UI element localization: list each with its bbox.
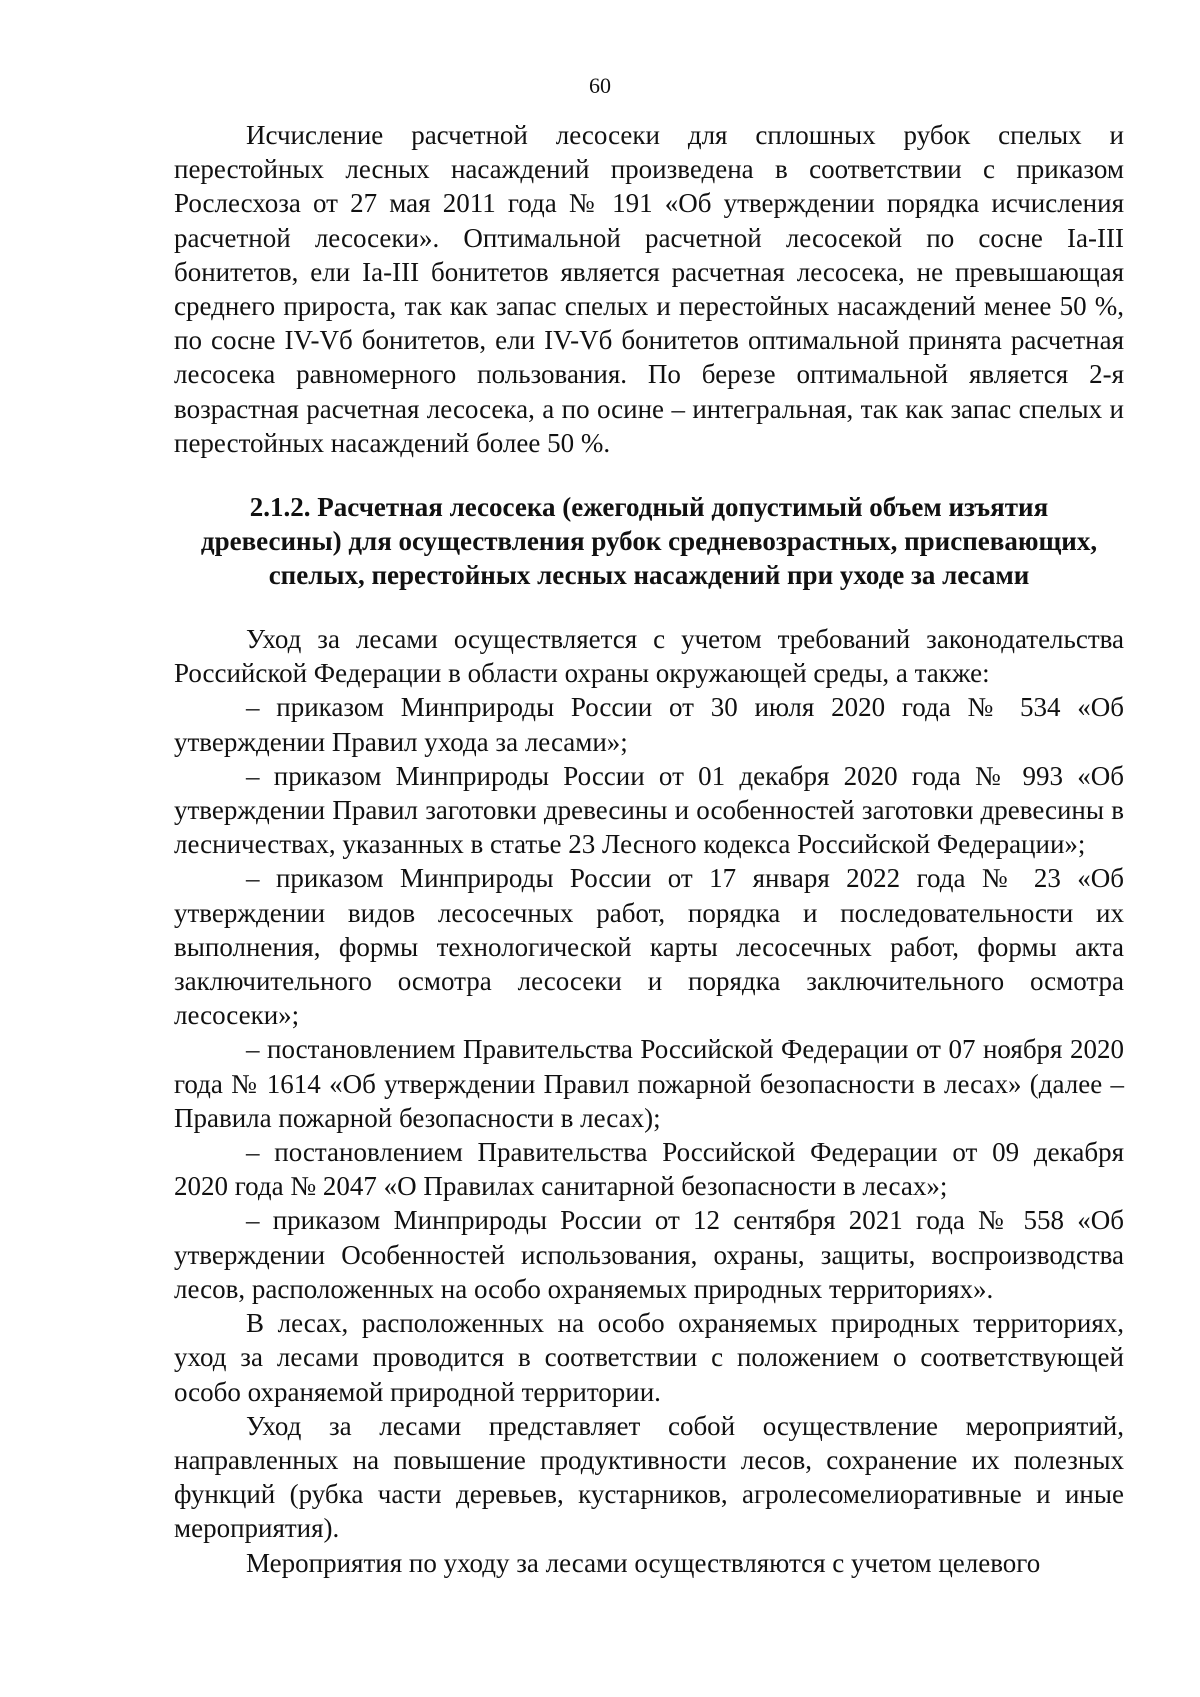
page-content xyxy=(174,118,1124,1580)
paragraph-protected-territories: В лесах, расположенных на особо охраняемых природных территориях, уход за лесами проводится в соответствии с положением о соответствующей особо охраняемой природной территории. xyxy=(174,1308,1124,1407)
section-heading-2-1-2 xyxy=(174,490,1124,592)
list-item-legal-act: – приказом Минприроды России от 12 сентября 2021 года № 558 «Об утверждении Особенностей использования, охраны, защиты, воспроизводства лесов, расположенных на особо охраняемых природных территориях». xyxy=(174,1205,1124,1304)
list-item-legal-act: – приказом Минприроды России от 30 июля 2020 года № 534 «Об утверждении Правил ухода за лесами»; xyxy=(174,692,1124,757)
page-number: 60 xyxy=(589,73,611,98)
list-item-legal-act: – приказом Минприроды России от 01 декабря 2020 года № 993 «Об утверждении Правил заготовки древесины и особенностей заготовки древесины в лесничествах, указанных в статье 23 Лесного кодекса Российской Федерации»; xyxy=(174,760,1124,860)
paragraph-forest-care-measures: Мероприятия по уходу за лесами осуществляются с учетом целевого xyxy=(246,1547,1041,1578)
list-item-legal-act: – постановлением Правительства Российской Федерации от 09 декабря 2020 года № 2047 «О Правилах санитарной безопасности в лесах»; xyxy=(174,1137,1124,1202)
paragraph-allowable-cut-calculation: Исчисление расчетной лесосеки для сплошных рубок спелых и перестойных лесных насаждений произведена в соответствии с приказом Рослесхоза от 27 мая 2011 года № 191 «Об утверждении порядка исчисления расчетной лесосеки». Оптимальной расчетной лесосекой по сосне Ia-III бонитетов, ели Ia-III бонитетов является расчетная лесосека, не превышающая среднего прироста, так как запас спелых и перестойных насаждений менее 50 %, по сосне IV-Vб бонитетов, ели IV-Vб бонитетов оптимальной принята расчетная лесосека равномерного пользования. По березе оптимальной является 2-я возрастная расчетная лесосека, а по осине – интегральная, так как запас спелых и перестойных насаждений более 50 %. xyxy=(174,120,1124,458)
section-heading-line: древесины) для осуществления рубок средневозрастных, приспевающих, xyxy=(200,526,1098,557)
paragraph-forest-care-definition: Уход за лесами представляет собой осуществление мероприятий, направленных на повышение продуктивности лесов, сохранение их полезных функций (рубка части деревьев, кустарников, агролесомелиоративные и иные мероприятия). xyxy=(174,1410,1124,1544)
section-heading-line: спелых, перестойных лесных насаждений при уходе за лесами xyxy=(268,560,1030,591)
list-item-legal-act: – приказом Минприроды России от 17 января 2022 года № 23 «Об утверждении видов лесосечных работ, порядка и последовательности их выполнения, формы технологической карты лесосечных работ, формы акта заключительного осмотра лесосеки и порядка заключительного осмотра лесосеки»; xyxy=(174,863,1124,1031)
paragraph-forest-care-intro: Уход за лесами осуществляется с учетом требований законодательства Российской Федерации в области охраны окружающей среды, а также: xyxy=(174,624,1124,689)
list-item-legal-act: – постановлением Правительства Российской Федерации от 07 ноября 2020 года № 1614 «Об утверждении Правил пожарной безопасности в лесах» (далее – Правила пожарной безопасности в лесах); xyxy=(174,1034,1124,1133)
section-heading-line: 2.1.2. Расчетная лесосека (ежегодный допустимый объем изъятия xyxy=(249,492,1049,523)
